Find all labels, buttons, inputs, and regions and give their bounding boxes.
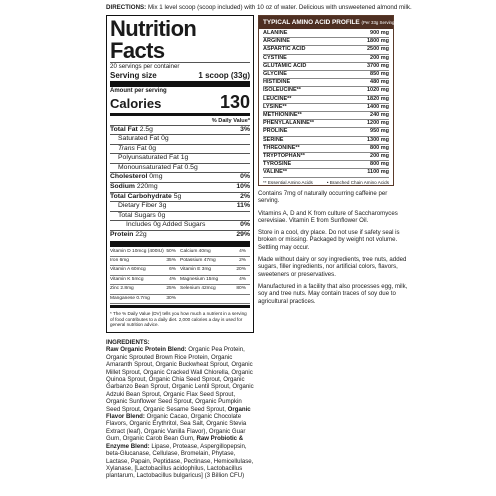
amino-name: CYSTINE	[263, 54, 287, 61]
amino-value: 800 mg	[370, 144, 389, 151]
ingredients	[106, 339, 254, 480]
protein-blend-label: Raw Organic Protein Blend:	[106, 346, 187, 354]
calories-value: 130	[219, 91, 250, 112]
nutrient-row: Protein 22g 29%	[110, 231, 250, 239]
essential-note: ** Essential Amino Acids	[263, 179, 313, 185]
nutrition-title: Nutrition Facts	[110, 16, 197, 63]
nutrient-row: Total Fat 2.5g 3%	[110, 125, 250, 133]
servings-per-container: 20 servings per container	[110, 63, 180, 70]
vitamin-item: Vitamin A 60mcg 6%	[110, 266, 180, 275]
amino-row	[263, 161, 389, 169]
nutrient-row: Polyunsaturated Fat 1g	[118, 154, 189, 162]
caffeine-note: Contains 7mg of naturally occurring caffeine per serving.	[258, 190, 388, 205]
vitamin-item: Manganese 0.7mg 30%	[110, 295, 180, 304]
calories-row	[110, 91, 250, 112]
amino-name: PHENYLALANINE**	[263, 120, 315, 127]
amino-value: 900 mg	[370, 30, 389, 36]
bcaa-note: • Branched Chain Amino Acids	[326, 179, 389, 185]
amino-name: ASPARTIC ACID	[263, 46, 306, 53]
divider-medium	[110, 305, 250, 308]
vitamin-grid	[110, 248, 250, 304]
side-notes	[258, 190, 408, 310]
amino-name: THREONINE**	[263, 144, 300, 151]
amino-name: SERINE	[263, 136, 284, 143]
amino-row	[263, 30, 389, 38]
facility-note: Manufactured in a facility that also processes egg, milk, soy and tree nuts. May contain traces of soy due to agricultural practices.	[258, 282, 408, 305]
amino-value: 2500 mg	[366, 46, 389, 53]
amino-value: 1300 mg	[366, 136, 389, 143]
vitamin-item: Magnesium 15mg 4%	[180, 276, 250, 285]
nutrient-row: Includes 0g Added Sugars 0%	[126, 221, 250, 229]
storage-note: Store in a cool, dry place. Do not use if safety seal is broken or missing. Packaged by weight not volume. Settling may occur.	[258, 229, 400, 251]
amino-name: GLUTAMIC ACID	[263, 62, 307, 69]
amino-row	[263, 120, 389, 128]
nutrient-row: Cholesterol 0mg 0%	[110, 173, 250, 181]
divider-thick	[110, 81, 250, 87]
amino-name: ISOLEUCINE**	[263, 87, 301, 94]
daily-value-header: % Daily Value*	[211, 117, 250, 124]
vitamin-item	[180, 295, 250, 304]
amino-footnote	[259, 178, 393, 187]
amino-value: 950 mg	[370, 128, 389, 135]
amino-value: 1820 mg	[366, 95, 389, 102]
vitamin-item: Vitamin E 3mg 20%	[180, 266, 250, 275]
amino-acid-panel	[258, 15, 394, 186]
divider-medium	[110, 113, 250, 116]
vitamin-item: Zinc 2.8mg 25%	[110, 285, 180, 294]
amino-row	[263, 112, 389, 120]
amino-title: TYPICAL AMINO ACID PROFILE (Per 33g Serving)	[259, 16, 393, 29]
amino-value: 1020 mg	[366, 87, 389, 94]
amino-name: LYSINE**	[263, 103, 287, 110]
amino-row	[263, 96, 389, 104]
serving-size-label: Serving size	[110, 70, 157, 80]
amino-value: 480 mg	[370, 79, 389, 86]
free-from-note: Made without dairy or soy ingredients, tree nuts, added sugars, filler ingredients, nor artificial colors, flavors, sweeteners or preservatives.	[258, 256, 407, 278]
vitamin-source-note: Vitamins A, D and K from culture of Saccharomyces cerevisiae. Vitamin E from Sunflower Oil.	[258, 209, 398, 224]
amino-value: 1800 mg	[366, 38, 389, 45]
amino-value: 200 mg	[370, 54, 389, 61]
nutrient-row: Saturated Fat 0g	[118, 135, 169, 143]
nutrient-row: Total Carbohydrate 5g 2%	[110, 192, 250, 200]
amino-row	[263, 104, 389, 112]
nutrient-row: Sodium 220mg 10%	[110, 183, 250, 191]
vitamin-item: Potassium 47mg 2%	[180, 257, 250, 266]
amino-row	[263, 55, 389, 63]
amino-row	[263, 145, 389, 153]
probiotic-blend-label: Raw Probiotic & Enzyme Blend:	[106, 435, 244, 450]
flavor-blend-text: Organic Cacao, Organic Chocolate Flavors, Organic Erythritol, Sea Salt, Organic Stevia Extract (leaf), Organic Vanilla Flavor), Organic Guar Gum, Organic Carob Bean Gum,	[106, 413, 247, 443]
directions	[106, 4, 412, 11]
amino-row	[263, 153, 389, 161]
amino-name: GLYCINE	[263, 71, 287, 78]
ingredients-heading: INGREDIENTS:	[106, 339, 150, 346]
amino-name: HISTIDINE	[263, 79, 291, 86]
nutrient-row: Trans Fat 0g	[118, 144, 157, 152]
amino-row	[263, 38, 389, 46]
divider-thick	[110, 241, 250, 247]
amino-row	[263, 169, 389, 177]
amino-value: 800 mg	[370, 161, 389, 168]
amino-value: 3700 mg	[366, 62, 389, 69]
amino-name: ALANINE	[263, 30, 288, 36]
amino-row	[263, 79, 389, 87]
amino-row	[263, 46, 389, 54]
amino-name: ARGININE	[263, 38, 290, 45]
amino-row	[263, 128, 389, 136]
vitamin-item: Iron 6mg 35%	[110, 257, 180, 266]
vitamin-item: Vitamin D 10mcg (400IU) 50%	[110, 248, 180, 257]
amino-name: PROLINE	[263, 128, 288, 135]
amino-row	[263, 71, 389, 79]
amino-value: 200 mg	[370, 153, 389, 160]
directions-label: DIRECTIONS:	[106, 4, 147, 11]
directions-text: Mix 1 level scoop (scoop included) with 10 oz of water. Delicious with unsweetened almond milk.	[147, 4, 412, 11]
nutrition-facts-panel	[106, 15, 254, 333]
protein-blend-text: Organic Pea Protein, Organic Sprouted Brown Rice Protein, Organic Amaranth Sprout, Organic Buckwheat Sprout, Organic Millet Sprout, Organic Cracked Wall Chlorella, Organic Quinoa Sprout, Organic Chia Seed Sprout, Organic Garbanzo Bean Sprout, Organic Lentil Sprout, Organic Adzuki Bean Sprout, Organic Flax Seed Sprout, Organic Sunflower Seed Sprout, Organic Pumpkin Seed Sprout, Organic Sesame Seed Sprout,	[106, 346, 254, 413]
amino-value: 850 mg	[370, 71, 389, 78]
vitamin-item: Selenium 42mcg 80%	[180, 285, 250, 294]
amino-row	[263, 87, 389, 95]
amino-row	[263, 63, 389, 71]
serving-size-value: 1 scoop (33g)	[198, 70, 250, 80]
amino-value: 1100 mg	[367, 169, 389, 176]
nutrient-row: Total Sugars 0g	[118, 211, 166, 219]
calories-label: Calories	[110, 95, 162, 111]
amino-row	[263, 137, 389, 145]
probiotic-blend-text: Lipase, Protease, Aspergillopepsin, beta-Glucanase, Cellulase, Bromelain, Phytase, Lactase, Papain, Peptidase, Pectinase, Hemicellulase, Xylanase, [Lactobacillus acidophilus, Lactobacillus plantarum, Lactobacillus bulgaricus] (3 Billion CFU)	[106, 442, 254, 480]
amino-value: 1400 mg	[366, 103, 389, 110]
amino-value: 240 mg	[370, 112, 389, 119]
amino-name: VALINE**	[263, 169, 288, 176]
serving-size-row	[110, 71, 250, 80]
amino-list	[259, 29, 393, 178]
nutrient-row: Dietary Fiber 3g 11%	[118, 202, 250, 210]
flavor-blend-label: Organic Flavor Blend:	[106, 405, 251, 421]
amino-name: TRYPTOPHAN**	[263, 153, 305, 160]
amino-name: LEUCINE**	[263, 95, 292, 102]
vitamin-item: Calcium 40mg 4%	[180, 248, 250, 257]
vitamin-item: Vitamin K 5mcg 4%	[110, 276, 180, 285]
dv-footnote: * The % Daily Value (DV) tells you how much a nutrient in a serving of food contributes to a daily diet. 2,000 calories a day is used for general nutrition advice.	[110, 311, 247, 328]
amino-name: TYROSINE	[263, 161, 292, 168]
amino-value: 1200 mg	[366, 120, 389, 127]
amount-per-serving: Amount per serving	[110, 87, 167, 94]
amino-title-sub: (Per 33g Serving)	[361, 20, 396, 25]
amino-name: METHIONINE**	[263, 112, 302, 119]
nutrient-row: Monounsaturated Fat 0.5g	[118, 163, 198, 171]
